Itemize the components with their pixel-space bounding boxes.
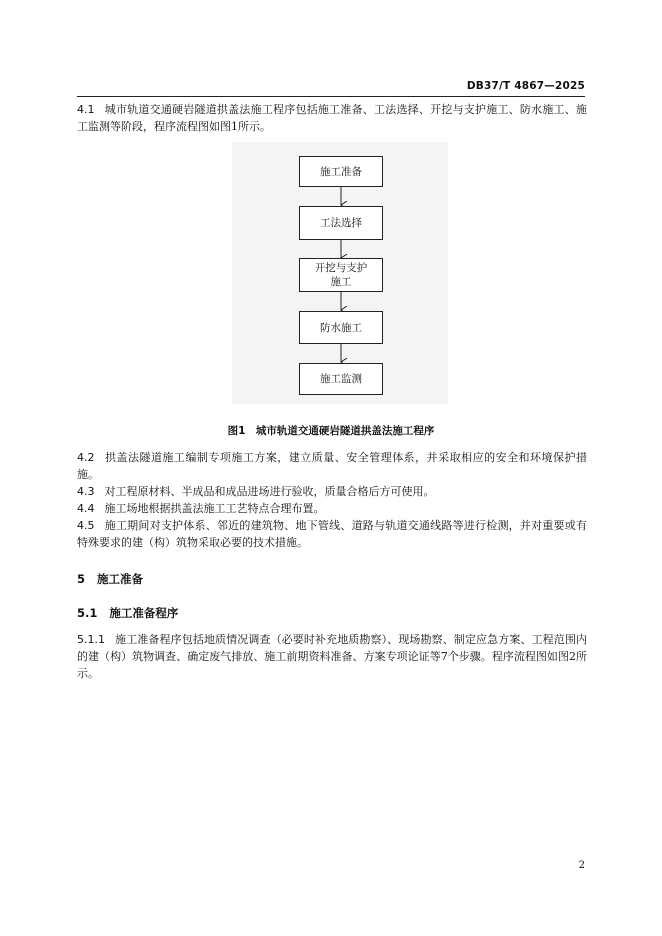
flow-step-2: 工法选择 xyxy=(299,206,383,240)
flow-step-1: 施工准备 xyxy=(299,156,383,187)
clause-number: 4.4 xyxy=(77,502,95,515)
clause-text: 施工准备程序包括地质情况调查（必要时补充地质勘察）、现场勘察、制定应急方案、工程范围内的建（构）筑物调查、确定废气排放、施工前期资料准备、方案专项论证等7个步骤。程序流程图如图2所示。 xyxy=(77,633,587,680)
section-title: 施工准备程序 xyxy=(109,606,179,620)
clause-text: 施工期间对支护体系、邻近的建筑物、地下管线、道路与轨道交通线路等进行检测，并对重要或有特殊要求的建（构）筑物采取必要的技术措施。 xyxy=(77,519,587,549)
page-number: 2 xyxy=(578,860,585,871)
flow-step-4: 防水施工 xyxy=(299,311,383,344)
section-title: 施工准备 xyxy=(97,572,144,586)
flow-step-3: 开挖与支护 施工 xyxy=(299,258,383,292)
section-5-1-heading xyxy=(77,605,178,621)
section-5-heading xyxy=(77,571,143,587)
clause-number: 4.5 xyxy=(77,519,95,532)
clause-number: 4.2 xyxy=(77,451,95,464)
clause-number: 5.1.1 xyxy=(77,633,105,646)
figure-caption: 图1 城市轨道交通硬岩隧道拱盖法施工程序 xyxy=(227,425,435,437)
section-number: 5 xyxy=(77,572,86,586)
clause-number: 4.3 xyxy=(77,485,95,498)
clause-number: 4.1 xyxy=(77,103,95,116)
document-code: DB37/T 4867—2025 xyxy=(466,80,585,92)
clause-text: 对工程原材料、半成品和成品进场进行验收，质量合格后方可使用。 xyxy=(104,485,435,498)
clause-text: 拱盖法隧道施工编制专项施工方案，建立质量、安全管理体系，并采取相应的安全和环境保护措施。 xyxy=(77,451,587,481)
section-number: 5.1 xyxy=(77,606,98,620)
clause-4-2 xyxy=(77,449,587,483)
clause-4-4 xyxy=(77,500,587,517)
clause-text: 施工场地根据拱盖法施工工艺特点合理布置。 xyxy=(104,502,325,515)
clause-4-3 xyxy=(77,483,587,500)
clause-text: 城市轨道交通硬岩隧道拱盖法施工程序包括施工准备、工法选择、开挖与支护施工、防水施工、施工监测等阶段，程序流程图如图1所示。 xyxy=(77,103,587,133)
flow-step-5: 施工监测 xyxy=(299,363,383,395)
clause-4-5 xyxy=(77,517,587,551)
clause-5-1-1 xyxy=(77,631,587,682)
